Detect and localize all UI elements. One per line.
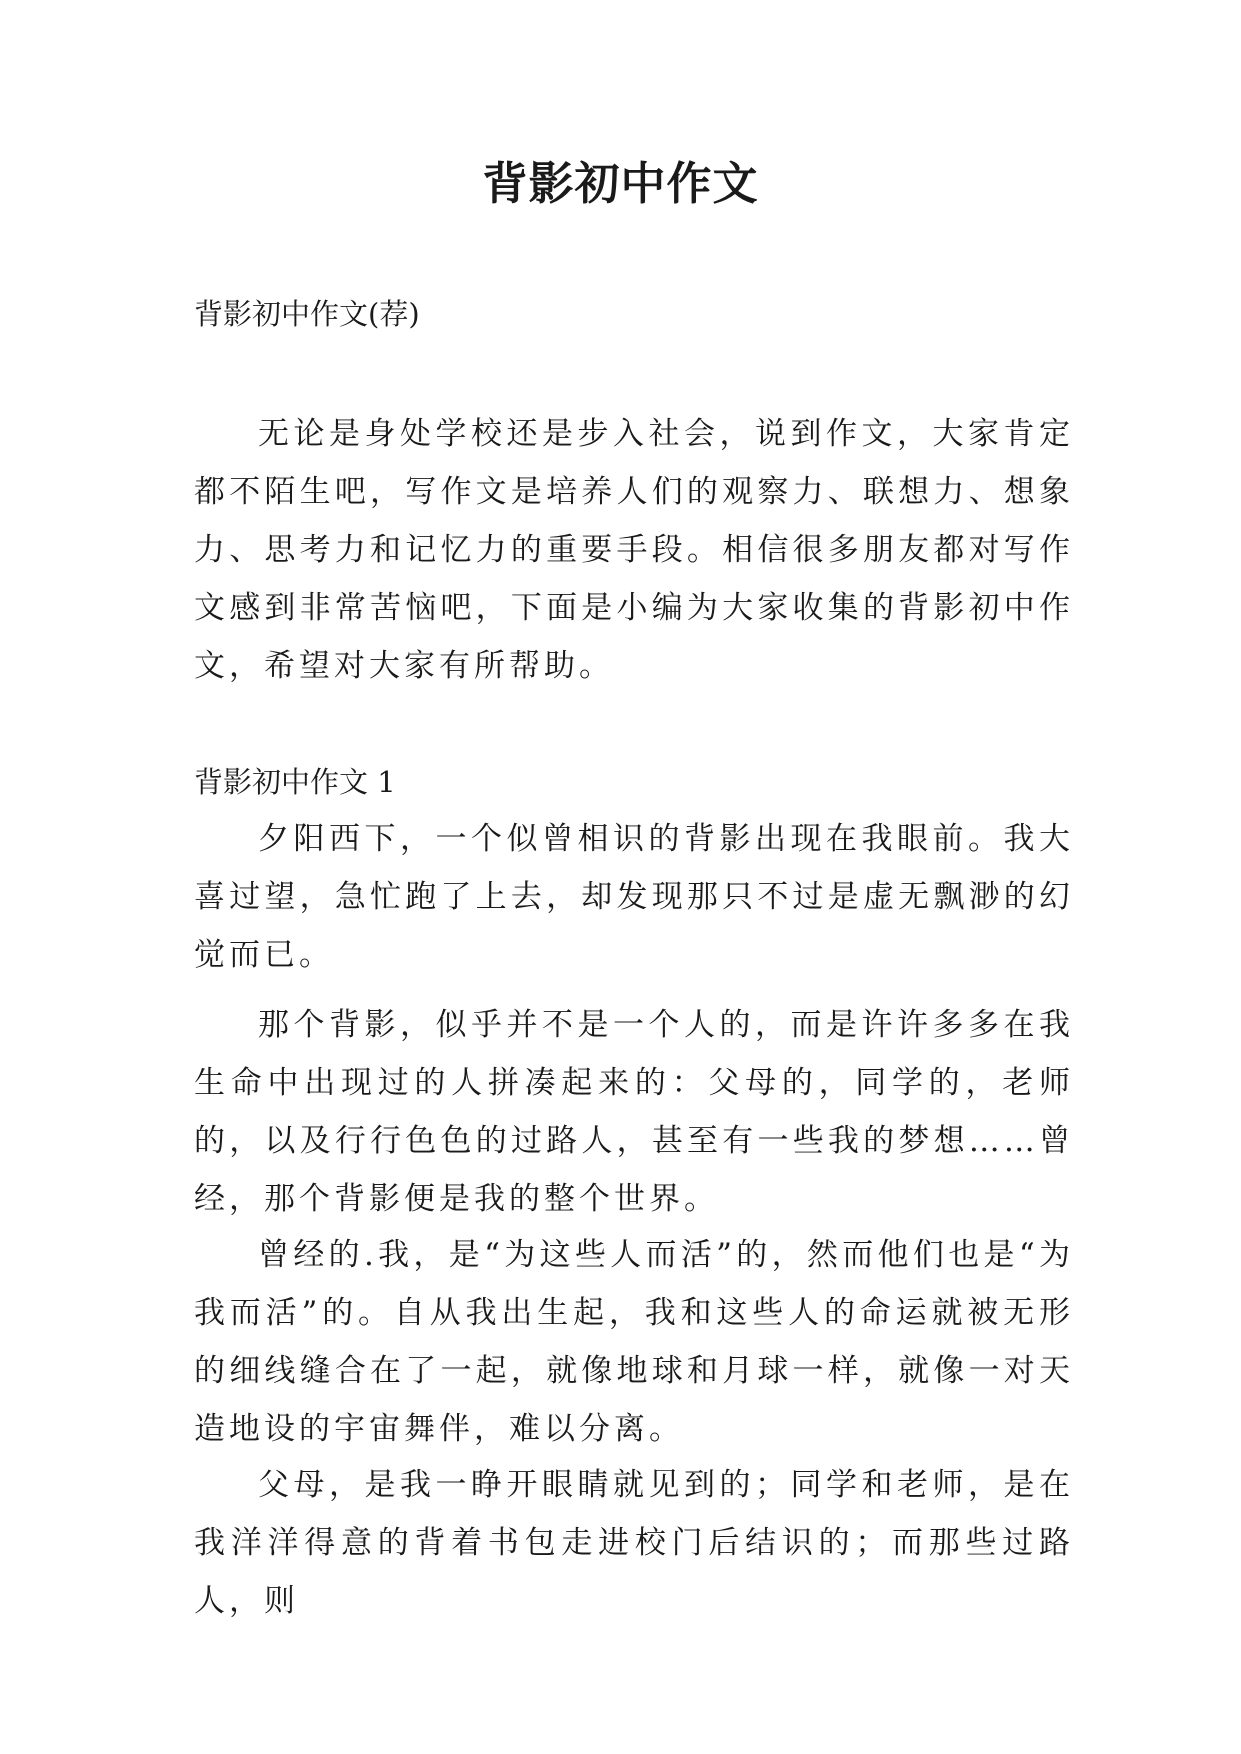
document-title: 背影初中作文 [482, 157, 759, 210]
body-paragraph: 那个背影，似乎并不是一个人的，而是许许多多在我生命中出现过的人拼凑起来的：父母的，同学的，老师的，以及行行色色的过路人，甚至有一些我的梦想……曾经，那个背影便是我的整个世界。 [194, 1007, 1074, 1217]
intro-paragraph: 无论是身处学校还是步入社会，说到作文，大家肯定都不陌生吧，写作文是培养人们的观察力、联想力、想象力、思考力和记忆力的重要手段。相信很多朋友都对写作文感到非常苦恼吧，下面是小编为大家收集的背影初中作文，希望对大家有所帮助。 [194, 416, 1074, 684]
body-paragraph: 夕阳西下，一个似曾相识的背影出现在我眼前。我大喜过望，急忙跑了上去，却发现那只不过是虚无飘渺的幻觉而已。 [194, 821, 1074, 973]
section-heading: 背影初中作文 1 [194, 765, 396, 799]
document-subtitle: 背影初中作文(荐) [194, 297, 420, 331]
body-paragraph: 曾经的.我，是“为这些人而活”的，然而他们也是“为我而活”的。自从我出生起，我和这些人的命运就被无形的细线缝合在了一起，就像地球和月球一样，就像一对天造地设的宇宙舞伴，难以分离。 [194, 1237, 1074, 1447]
body-paragraph: 父母，是我一睁开眼睛就见到的；同学和老师，是在我洋洋得意的背着书包走进校门后结识的；而那些过路人，则 [194, 1467, 1074, 1619]
